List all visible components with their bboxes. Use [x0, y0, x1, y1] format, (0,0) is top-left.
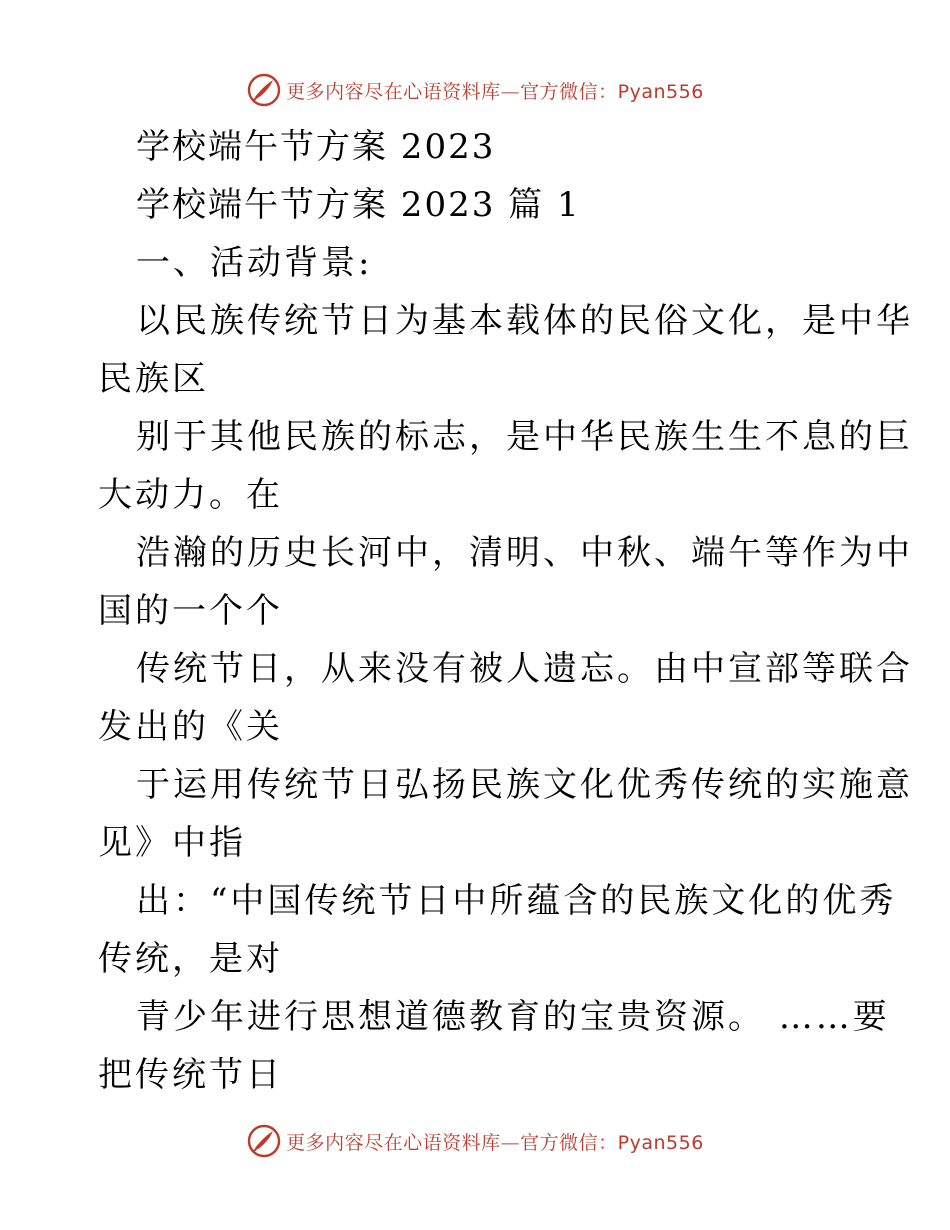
document-title-line: 学校端午节方案 2023 篇 1 [136, 185, 581, 225]
footer-banner-text: 更多内容尽在心语资料库—官方微信：Pyan556 [286, 1131, 704, 1154]
document-body [98, 118, 913, 1104]
paragraph-line: 以民族传统节日为基本载体的民俗文化，是中华 [136, 301, 913, 341]
paragraph-line: 浩瀚的历史长河中，清明、中秋、端午等作为中 [136, 533, 913, 573]
paragraph-line: 传统节日，从来没有被人遗忘。由中宣部等联合 [136, 649, 913, 689]
header-banner [0, 70, 950, 110]
header-banner-text: 更多内容尽在心语资料库—官方微信：Pyan556 [286, 80, 704, 103]
paragraph-line: 出：“中国传统节日中所蕴含的民族文化的优秀 [136, 881, 897, 921]
paragraph-line: 一、活动背景: [136, 243, 373, 283]
quill-logo-icon [246, 72, 282, 108]
paragraph-line: 国的一个个 [98, 591, 283, 631]
paragraph-line: 发出的《关 [98, 707, 283, 747]
paragraph-line: 民族区 [98, 359, 209, 399]
paragraph-line: 把传统节日 [98, 1055, 283, 1095]
paragraph-line: 于运用传统节日弘扬民族文化优秀传统的实施意 [136, 765, 913, 805]
footer-banner [0, 1121, 950, 1161]
paragraph-line: 别于其他民族的标志，是中华民族生生不息的巨 [136, 417, 913, 457]
paragraph-line: 大动力。在 [98, 475, 283, 515]
document-title-line: 学校端午节方案 2023 [136, 127, 496, 167]
paragraph-line: 青少年进行思想道德教育的宝贵资源。 ……要 [136, 997, 890, 1037]
paragraph-line: 传统，是对 [98, 939, 283, 979]
quill-logo-icon [246, 1123, 282, 1159]
paragraph-line: 见》中指 [98, 823, 246, 863]
